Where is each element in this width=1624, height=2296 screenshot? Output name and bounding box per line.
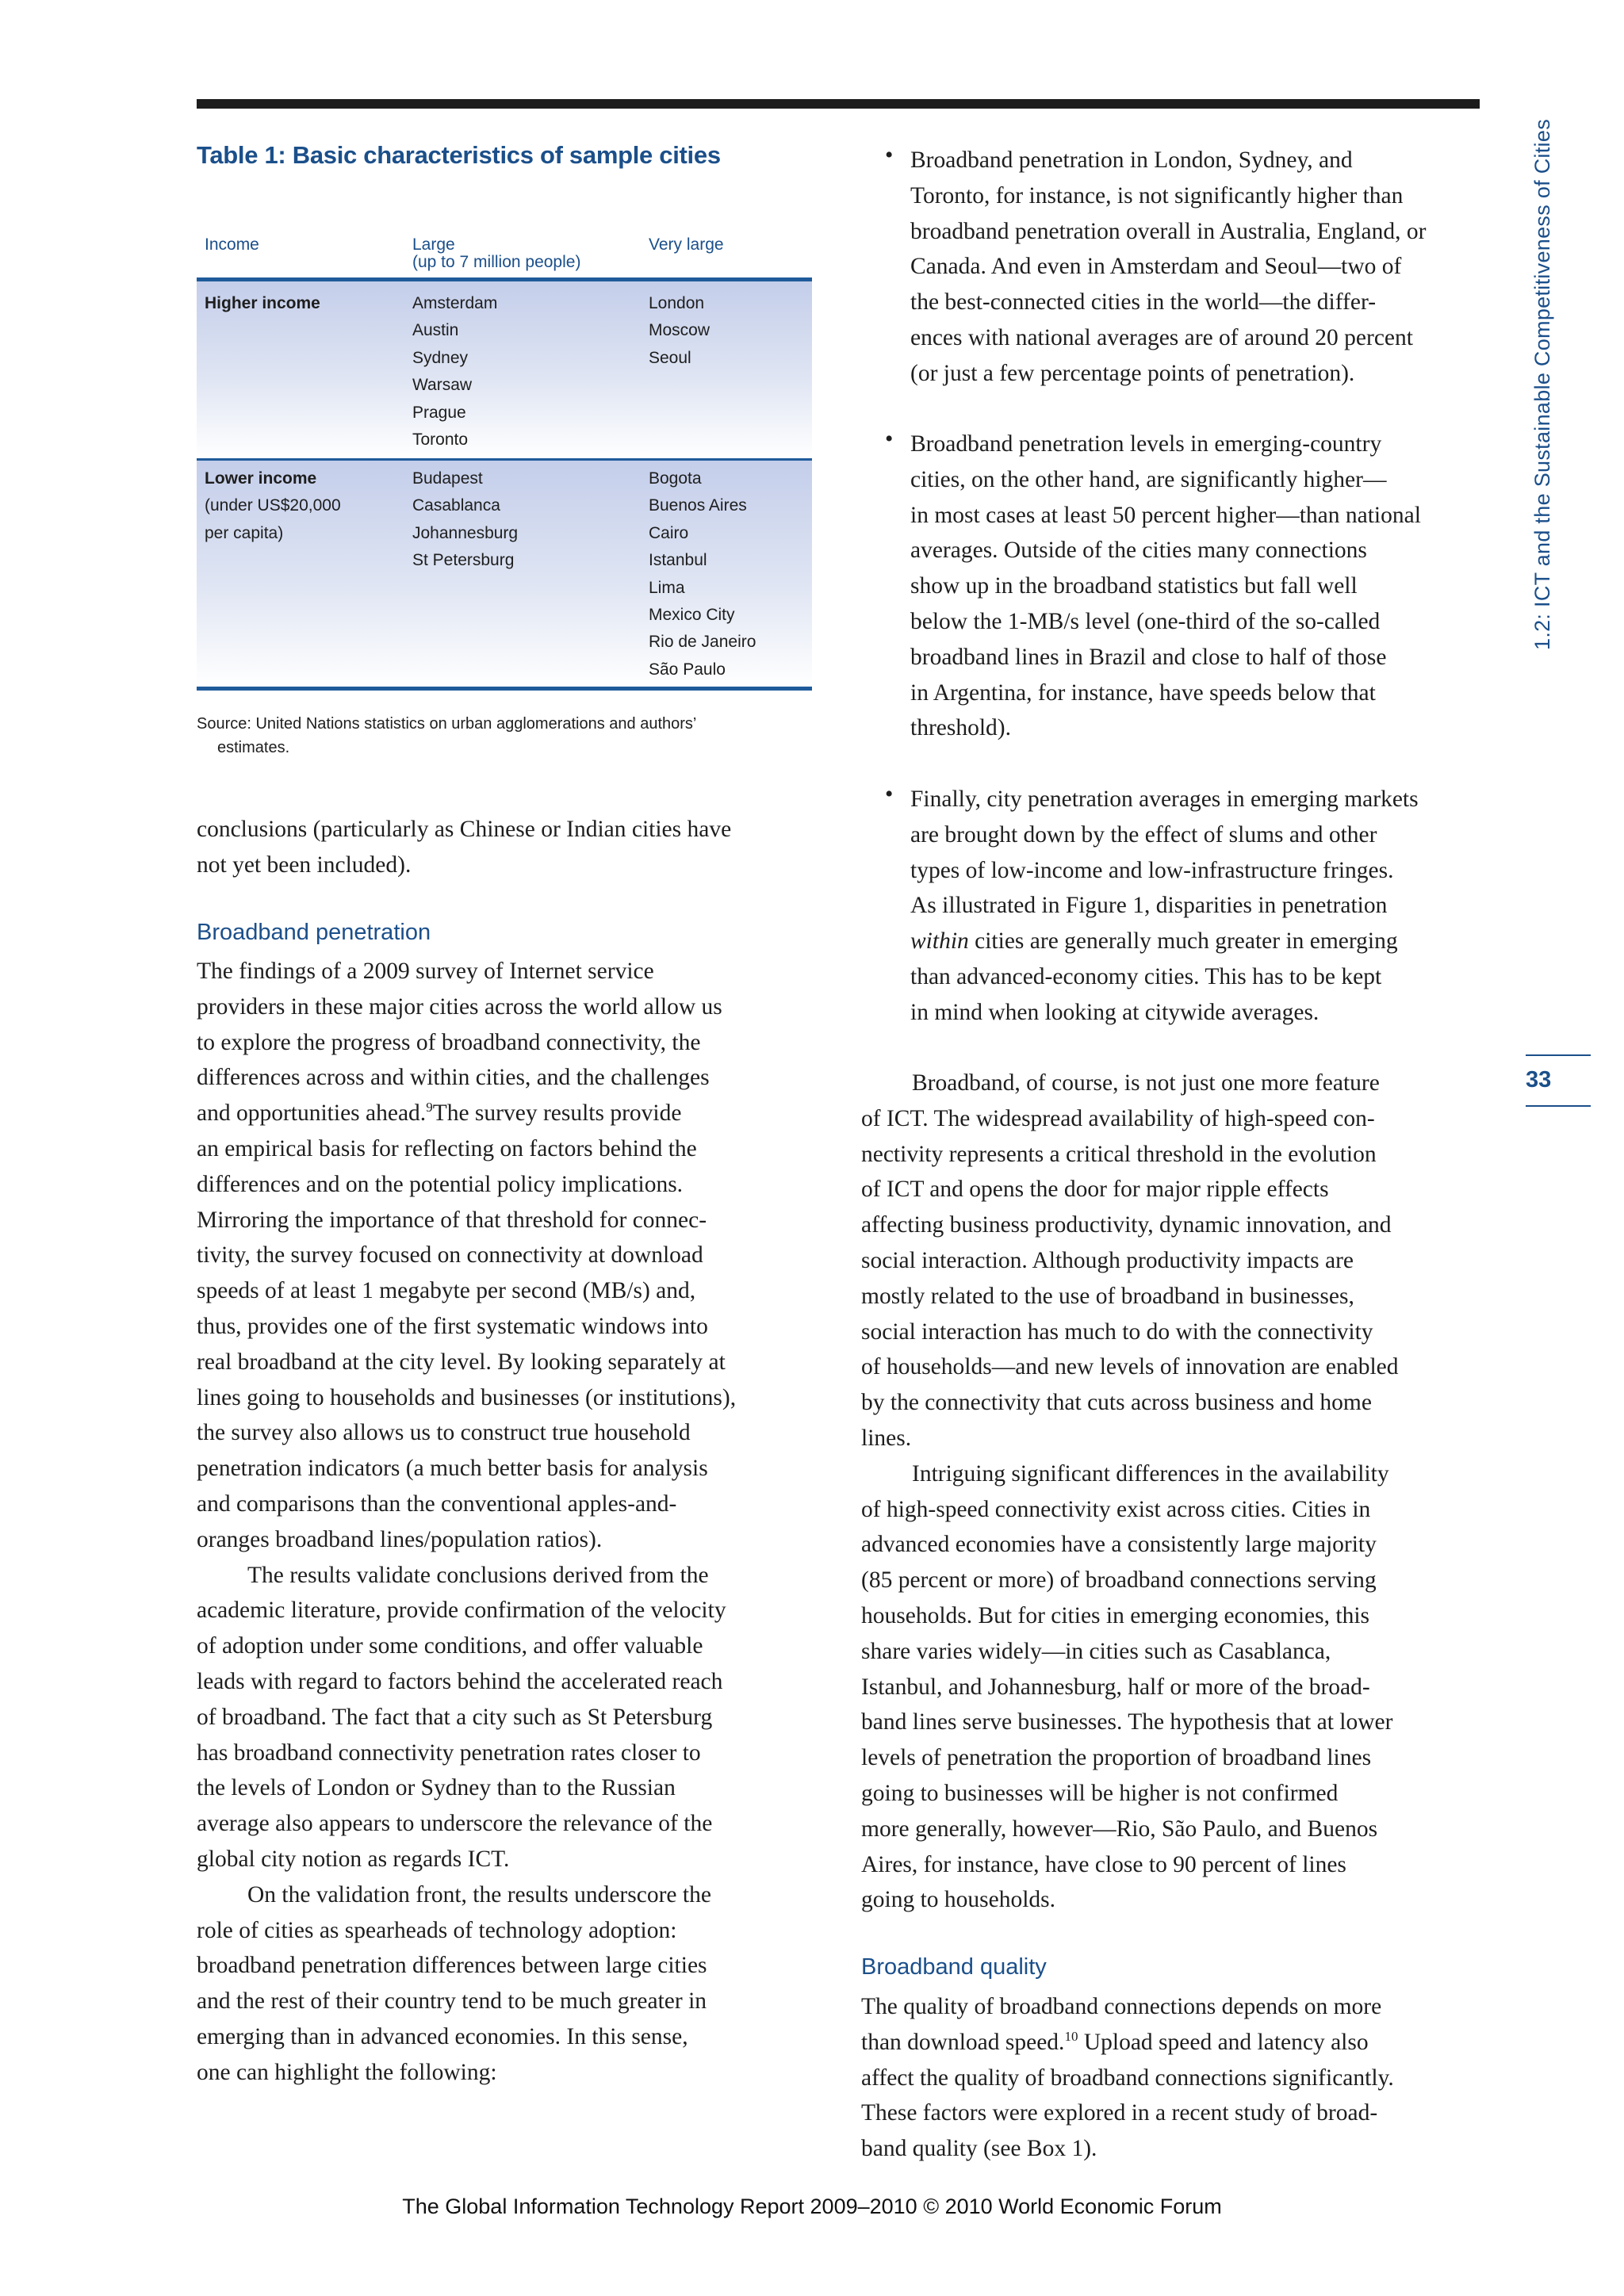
table-rule-bottom — [197, 687, 812, 691]
heading-broadband-penetration: Broadband penetration — [197, 920, 431, 945]
right-paragraphs: Broadband, of course, is not just one more feature of ICT. The widespread availability of high-speed con- nectivity represents a critical threshold in the evolution of ICT and opens the door for major ripple effects affecting business productivity, dynamic innovation, and social interaction. Although productivity impacts are mostly related to the use of broadband in businesses, social interaction has much to do with the connectivity of households—and new levels of innovation are enabled by the connectivity that cuts across business and home lines. Intriguing significant differences in the availability of high-speed connectivity exist across cities. Cities in advanced economies have a consistently large majority (85 percent or more) of broadband connections serving households. But for cities in emerging economies, this share varies widely—in cities such as Casablanca, Istanbul, and Johannesburg, half or more of the broad- band lines serve businesses. The hypothesis that at lower levels of penetration the proportion of broadband lines going to businesses will be higher is not confirmed more generally, however—Rio, São Paulo, and Buenos Aires, for instance, have close to 90 percent of lines going to households. — [861, 1070, 1399, 1913]
footnote-ref: 9 — [426, 1100, 433, 1115]
left-paragraph-1: The findings of a 2009 survey of Internet service providers in these major cities across the world allow us to explore the progress of broadband connectivity, the differences across and within cities, and the challenges and opportunities ahead.$^9$The survey results provide an empirical basis for reflecting on factors behind the differences and on the potential policy implications. Mirroring the importance of that threshold for connec- tivity, the survey focused on connectivity at download speeds of at least 1 megabyte per second (MB/s) and, thus, provides one of the first systematic windows into real broadband at the city level. By looking separately at lines going to households and businesses (or institutions), the survey also allows us to construct true household penetration indicators (a much better basis for analysis and comparisons than the conventional apples-and- oranges broadband lines/population ratios). The results validate conclusions derived from the academic literature, provide confirmation of the velocity of adoption under some conditions, and offer valuable leads with regard to factors behind the accelerated reach of broadband. The fact that a city such as St Petersburg has broadband connectivity penetration rates closer to the levels of London or Sydney than to the Russian average also appears to underscore the relevance of the global city notion as regards ICT. On the validation front, the results underscore the role of cities as spearheads of technology adoption: broadband penetration differences between large cities and the rest of their country tend to be much greater in emerging than in advanced economies. In this sense, one can highlight the following: — [197, 954, 823, 2091]
bullet-marker: • — [885, 782, 894, 807]
row-income-cell: Higher income — [205, 294, 320, 312]
bullet-1-text: Broadband penetration in London, Sydney, and Toronto, for instance, is not significantly higher than broadband penetration overall in Australia, England, or Canada. And even in Amsterdam and Seoul—two of the best-connected cities in the world—the differ- ences with national averages are of around 20 percent (or just a few percentage points of penetration). — [910, 147, 1427, 386]
heading-broadband-quality: Broadband quality — [861, 1954, 1047, 1980]
top-rule — [197, 99, 1480, 109]
left-intro-paragraph: conclusions (particularly as Chinese or Indian cities have not yet been included). — [197, 817, 732, 878]
table-source-note: Source: United Nations statistics on urban agglomerations and authors’ estimates. — [197, 715, 697, 756]
footnote-ref: 10 — [1064, 2028, 1078, 2044]
page-number-rule-top — [1526, 1054, 1591, 1056]
row-large-cell: Amsterdam Austin Sydney Warsaw Prague Toronto — [412, 294, 498, 450]
table-header — [197, 236, 812, 276]
row-income-cell: Lower income (under US$20,000 per capita) — [205, 469, 341, 542]
bullet-2-text: Broadband penetration levels in emerging-country cities, on the other hand, are significantly higher— in most cases at least 50 percent higher—than national averages. Outside of the cities many connections show up in the broadband statistics but fall well below the 1-MB/s level (one-third of the so-called broadband lines in Brazil and close to half of those in Argentina, for instance, have speeds below that threshold). — [910, 431, 1421, 741]
table-title: Table 1: Basic characteristics of sample cities — [197, 141, 721, 169]
page-number: 33 — [1526, 1067, 1552, 1093]
running-section-title: 1.2: ICT and the Sustainable Competitiveness of Cities — [1530, 118, 1554, 650]
right-paragraph-quality: The quality of broadband connections depends on more than download speed.$^{10}$ Upload speed and latency also affect the quality of broadband connections significantly. These factors were explored in a recent study of broad- band quality (see Box 1). — [861, 1989, 1488, 2167]
row-large-cell: Budapest Casablanca Johannesburg St Petersburg — [412, 469, 519, 570]
page-number-rule-bottom — [1526, 1105, 1591, 1107]
row-very-large-cell: London Moscow Seoul — [649, 294, 710, 367]
bullet-marker: • — [885, 427, 894, 452]
bullet-marker: • — [885, 143, 894, 168]
line-with-footnote: and opportunities ahead.$^9$The survey results provide — [197, 1100, 682, 1127]
header-income: Income — [205, 235, 259, 254]
row-very-large-cell: Bogota Buenos Aires Cairo Istanbul Lima Mexico City Rio de Janeiro São Paulo — [649, 469, 756, 679]
line-with-footnote: than download speed.$^{10}$ Upload speed and latency also — [861, 2028, 1369, 2055]
page-footer: The Global Information Technology Report 2009–2010 © 2010 World Economic Forum — [402, 2195, 1222, 2218]
bullet-3-text: Finally, city penetration averages in emerging markets are brought down by the effect of slums and other types of low-income and low-infrastructure fringes. As illustrated in Figure 1, disparities in penetration within cities are generally much greater in emerging than advanced-economy cities. This has to be kept in mind when looking at citywide averages. — [910, 782, 1481, 1031]
line-with-italic: within cities are generally much greater in emerging — [910, 928, 1398, 955]
header-large: Large (up to 7 million people) — [412, 235, 581, 271]
header-very-large: Very large — [649, 235, 724, 254]
